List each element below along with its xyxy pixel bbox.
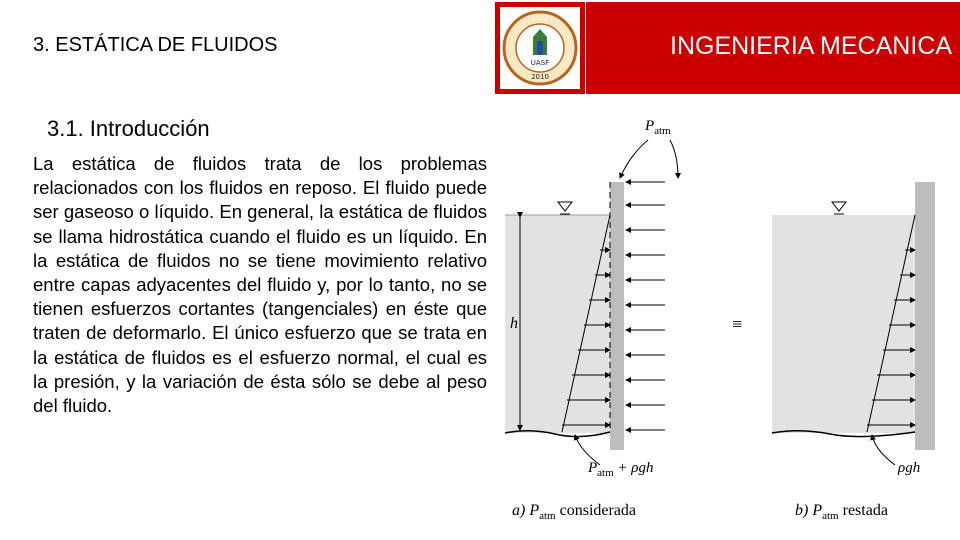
subtitle: 3.1. Introducción [47, 116, 210, 141]
bottom-pressure-label-a: $P_{atm} + \rho gh$ [588, 460, 654, 479]
atm-arrows-a [626, 182, 665, 430]
pressure-diagram [500, 110, 960, 530]
caption-b: b) $P_{atm}$ restada [795, 502, 888, 522]
university-logo [500, 7, 580, 89]
patm-label: $P_{atm}$ [645, 118, 671, 137]
header-banner [586, 2, 960, 94]
banner-title: INGENIERIA MECANICA [670, 32, 952, 60]
equivalence-symbol: ≡ [732, 314, 743, 334]
wall-a [610, 182, 624, 450]
logo-abbr: UASF [530, 59, 550, 67]
panel-b [772, 182, 935, 522]
wall-b [915, 182, 935, 450]
panel-a [505, 118, 678, 522]
bottom-pressure-label-b: ρgh [898, 460, 921, 476]
logo-frame [495, 2, 585, 94]
caption-a: a) $P_{atm}$ considerada [512, 502, 637, 522]
logo-year: 2010 [531, 73, 549, 81]
section-title: 3. ESTÁTICA DE FLUIDOS [33, 34, 278, 56]
free-surface-icon [558, 202, 572, 211]
intro-paragraph: La estática de fluidos trata de los problemas relacionados con los fluidos en reposo. El fluido puede ser gaseoso o líquido. En general, la estática de fluidos se llama hidrostática cuando el fluido es un líquido. En la estática de fluidos no se tiene movimiento relativo entre capas adyacentes del fluido y, por lo tanto, no se tienen esfuerzos cortantes (tangenciales) en éste que traten de deformarlo. El único esfuerzo que se trata en la estática de fluidos es el esfuerzo normal, el cual es la presión, y la variación de ésta sólo se debe al peso del fluido. [33, 153, 487, 417]
height-label: h [510, 315, 518, 332]
hydrostatic-pressure-figure [500, 110, 960, 530]
university-seal-icon [500, 7, 580, 89]
free-surface-icon-b [832, 202, 846, 211]
